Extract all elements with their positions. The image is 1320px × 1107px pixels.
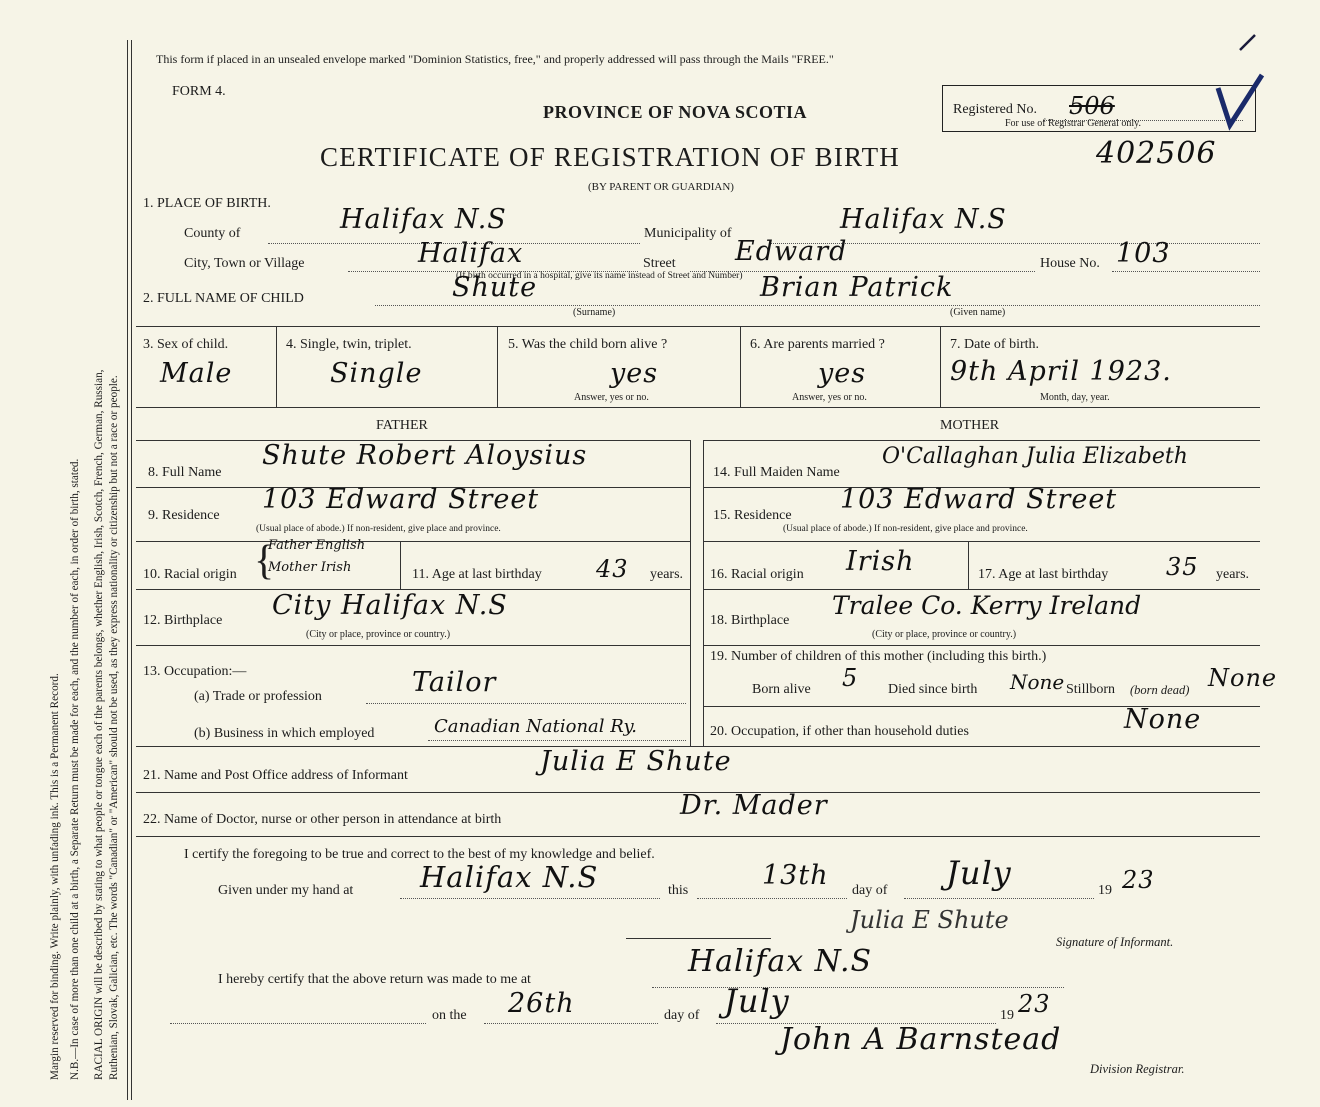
given-name-caption: (Given name) (950, 307, 1006, 318)
mother-birthplace-label: 18. Birthplace (710, 613, 790, 628)
father-residence-label: 9. Residence (148, 508, 220, 523)
trade-value: Tailor (412, 667, 497, 698)
margin-note-3: RACIAL ORIGIN will be described by stating to what people or tongue each of the parents belongs, whether English, Irish, Scotch, French, German, Russian, (93, 369, 105, 1080)
municipality-label: Municipality of (644, 226, 732, 241)
surname-caption: (Surname) (573, 307, 616, 318)
mother-age-value: 35 (1166, 553, 1199, 581)
county-label: County of (184, 226, 241, 241)
father-racial-value-1: Father English (268, 538, 366, 553)
signature-informant-caption: Signature of Informant. (1056, 935, 1174, 949)
house-no-label: House No. (1040, 256, 1100, 271)
mother-name-value: O'Callaghan Julia Elizabeth (882, 444, 1188, 469)
registered-label: Registered No. (953, 102, 1037, 117)
this-label: this (668, 883, 689, 898)
child-surname-value: Shute (452, 272, 538, 303)
born-dead-caption: (born dead) (1130, 683, 1190, 697)
doctor-value: Dr. Mader (680, 790, 828, 821)
margin-note-2: N.B.—In case of more than one child at a birth, a Separate Return must be made for each, and the number of each, in order of birth, stated. (69, 458, 81, 1080)
checkmark-icon (1200, 20, 1280, 140)
certify-statement: I certify the foregoing to be true and correct to the best of my knowledge and belief. (184, 847, 655, 862)
registration-number-handwritten: 402506 (1096, 136, 1217, 171)
margin-note-1: Margin reserved for binding. Write plainly, with unfading ink. This is a Permanent Record. (49, 673, 61, 1080)
plurality-value: Single (330, 358, 423, 389)
mother-birthplace-value: Tralee Co. Kerry Ireland (832, 591, 1142, 620)
married-value: yes (818, 358, 867, 389)
certificate-subtitle: (BY PARENT OR GUARDIAN) (588, 181, 734, 193)
business-value: Canadian National Ry. (434, 716, 638, 737)
informant-label: 21. Name and Post Office address of Informant (143, 768, 408, 783)
mother-racial-label: 16. Racial origin (710, 567, 804, 582)
died-since-value: None (1010, 670, 1065, 694)
day-of-label: day of (852, 883, 888, 898)
given-month-value: July (946, 854, 1012, 892)
given-day-value: 13th (762, 860, 829, 891)
city-label: City, Town or Village (184, 256, 305, 271)
father-name-value: Shute Robert Aloysius (262, 440, 588, 471)
on-the-label: on the (432, 1008, 467, 1023)
child-given-name-value: Brian Patrick (760, 272, 954, 303)
sex-value: Male (160, 358, 233, 389)
given-at-value: Halifax N.S (420, 860, 599, 894)
occupation-label: 13. Occupation:— (143, 664, 247, 679)
father-racial-label: 10. Racial origin (143, 567, 237, 582)
street-value: Edward (735, 236, 848, 267)
certificate-title: CERTIFICATE OF REGISTRATION OF BIRTH (320, 142, 900, 172)
born-alive-count-label: Born alive (752, 682, 811, 697)
informant-signature: Julia E Shute (850, 906, 1009, 934)
mail-note: This form if placed in an unsealed envelope marked "Dominion Statistics, free," and properly addressed will pass through the Mails "FREE." (156, 52, 834, 66)
mother-heading: MOTHER (940, 418, 1000, 433)
father-age-value: 43 (596, 555, 629, 583)
doctor-label: 22. Name of Doctor, nurse or other person in attendance at birth (143, 812, 502, 827)
made-year-prefix: 19 (1000, 1008, 1014, 1023)
sex-label: 3. Sex of child. (143, 337, 229, 352)
municipality-value: Halifax N.S (840, 204, 1007, 235)
mother-abode-note: (Usual place of abode.) If non-resident, give place and province. (783, 524, 1028, 534)
street-label: Street (643, 256, 676, 271)
mother-residence-value: 103 Edward Street (840, 484, 1118, 515)
dob-label: 7. Date of birth. (950, 337, 1040, 352)
province-title: PROVINCE OF NOVA SCOTIA (543, 102, 808, 122)
father-birthplace-caption: (City or place, province or country.) (306, 629, 451, 640)
registered-value: 506 (1069, 92, 1115, 120)
father-abode-note: (Usual place of abode.) If non-resident, give place and province. (256, 524, 501, 534)
hospital-note: (If birth occurred in a hospital, give its name instead of Street and Number) (456, 271, 743, 281)
given-under-label: Given under my hand at (218, 883, 354, 898)
father-birthplace-value: City Halifax N.S (272, 590, 508, 621)
given-year-value: 23 (1122, 866, 1155, 894)
mother-years-label: years. (1216, 567, 1250, 582)
mother-occupation-value: None (1124, 704, 1202, 735)
father-birthplace-label: 12. Birthplace (143, 613, 223, 628)
registrar-use-note: For use of Registrar General only. (1005, 118, 1141, 129)
city-value: Halifax (418, 238, 524, 269)
hereby-certify-label: I hereby certify that the above return was made to me at (218, 972, 531, 987)
trade-label: (a) Trade or profession (194, 689, 322, 704)
county-value: Halifax N.S (340, 204, 507, 235)
father-residence-value: 103 Edward Street (262, 484, 540, 515)
died-since-label: Died since birth (888, 682, 978, 697)
father-heading: FATHER (376, 418, 428, 433)
given-year-prefix: 19 (1098, 883, 1112, 898)
mother-residence-label: 15. Residence (713, 508, 792, 523)
married-caption: Answer, yes or no. (792, 392, 867, 403)
plurality-label: 4. Single, twin, triplet. (286, 337, 412, 352)
father-age-label: 11. Age at last birthday (412, 567, 542, 582)
made-year-value: 23 (1018, 990, 1051, 1018)
day-of-label-2: day of (664, 1008, 700, 1023)
house-no-value: 103 (1116, 238, 1171, 269)
father-racial-brace: { (254, 538, 275, 584)
married-label: 6. Are parents married ? (750, 337, 885, 352)
full-name-child-label: 2. FULL NAME OF CHILD (143, 291, 304, 306)
mother-birthplace-caption: (City or place, province or country.) (872, 629, 1017, 640)
mother-occupation-label: 20. Occupation, if other than household duties (710, 724, 969, 739)
mother-racial-value: Irish (846, 546, 915, 577)
children-count-label: 19. Number of children of this mother (including this birth.) (710, 649, 1047, 664)
stillborn-value: None (1208, 664, 1278, 692)
born-alive-count-value: 5 (842, 664, 859, 692)
dob-value: 9th April 1923. (950, 356, 1172, 387)
form-number: FORM 4. (172, 84, 226, 99)
mother-name-label: 14. Full Maiden Name (713, 465, 840, 480)
informant-value: Julia E Shute (540, 746, 732, 777)
registrar-signature: John A Barnstead (780, 1022, 1062, 1057)
dob-caption: Month, day, year. (1040, 392, 1110, 403)
division-registrar-caption: Division Registrar. (1090, 1062, 1185, 1076)
father-years-label: years. (650, 567, 684, 582)
made-month-value: July (724, 982, 790, 1020)
margin-rule-outer (127, 40, 128, 1100)
margin-rule-inner (131, 40, 132, 1100)
margin-note-4: Ruthenian, Slovak, Galician, etc. The words "Canadian" or "American" should not be used, as they express nationality or citizenship but not a race or people. (108, 375, 120, 1080)
father-racial-value-2: Mother Irish (268, 560, 352, 575)
stillborn-label: Stillborn (1066, 682, 1116, 697)
born-alive-caption: Answer, yes or no. (574, 392, 649, 403)
made-at-value: Halifax N.S (688, 944, 873, 979)
place-of-birth-label: 1. PLACE OF BIRTH. (143, 196, 271, 211)
born-alive-value: yes (610, 358, 659, 389)
mother-age-label: 17. Age at last birthday (978, 567, 1109, 582)
father-name-label: 8. Full Name (148, 465, 222, 480)
born-alive-label: 5. Was the child born alive ? (508, 337, 668, 352)
business-label: (b) Business in which employed (194, 726, 375, 741)
made-day-value: 26th (508, 988, 575, 1019)
